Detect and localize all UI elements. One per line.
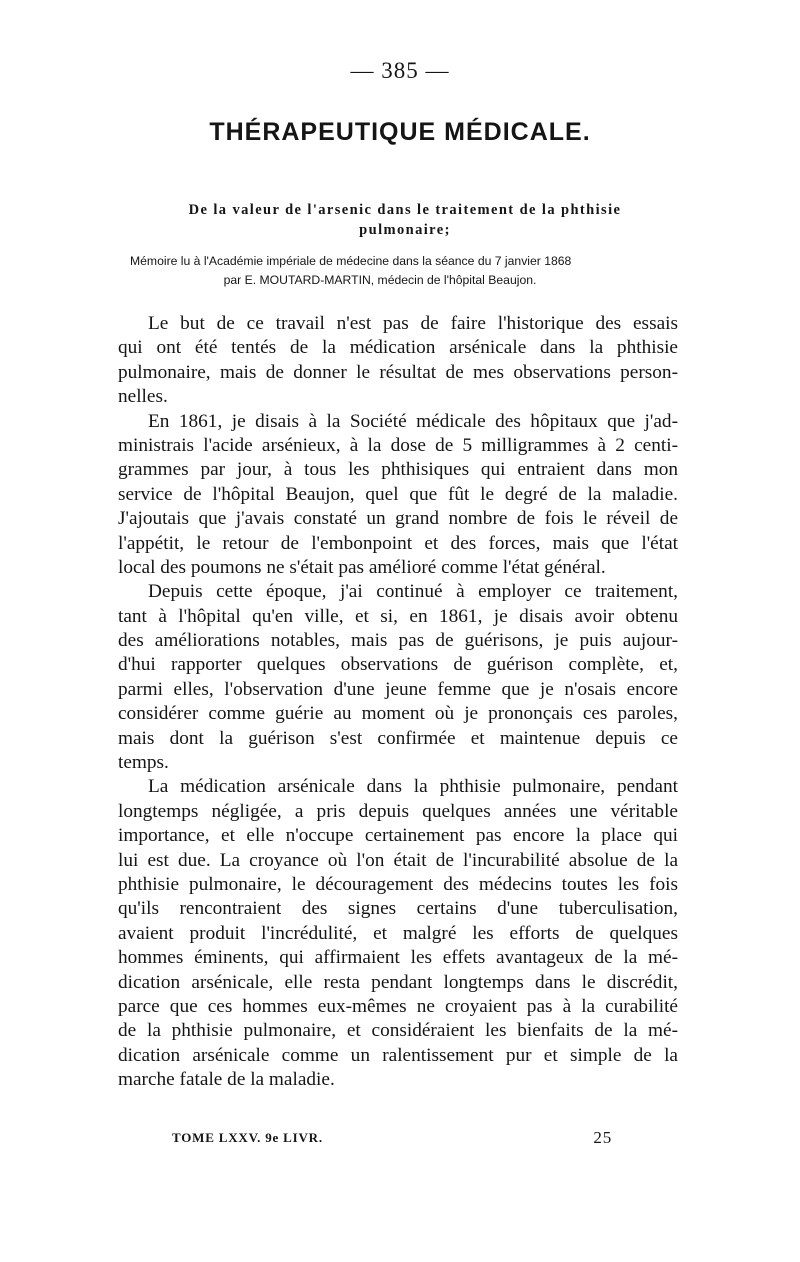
text-line: En 1861, je disais à la Société médicale des hôpitaux que j'ad- [148,410,678,432]
paragraph [118,580,678,775]
text-line: service de l'hôpital Beaujon, quel que fût le degré de la maladie. [118,483,678,505]
paragraph [118,775,678,1092]
text-line: J'ajoutais que j'avais constaté un grand nombre de fois le réveil de [118,508,678,530]
page-number: — 385 — [350,58,450,83]
text-line: l'appétit, le retour de l'embonpoint et des forces, mais que l'état [118,532,678,554]
paragraph [118,312,678,410]
text-line: Depuis cette époque, j'ai continué à employer ce traitement, [148,581,678,603]
article-title-line: pulmonaire; [359,222,451,238]
text-line: La médication arsénicale dans la phthisie pulmonaire, pendant [148,776,678,798]
text-line: local des poumons ne s'était pas amélioré comme l'état général. [118,556,606,578]
text-line: longtemps négligée, a pris depuis quelques années une véritable [118,800,678,822]
text-line: lui est due. La croyance où l'on était de l'incurabilité absolue de la [118,849,678,871]
text-line: ministrais l'acide arsénieux, à la dose de 5 milligrammes à 2 centi- [118,434,678,456]
text-line: qu'ils rencontraient des signes certains d'une tuberculisation, [118,898,678,920]
text-line: tant à l'hôpital qu'en ville, et si, en 1861, je disais avoir obtenu [118,605,678,627]
section-title: THÉRAPEUTIQUE MÉDICALE. [209,118,591,146]
text-line: parmi elles, l'observation d'une jeune femme que je n'osais encore [118,678,678,700]
text-line: marche fatale de la maladie. [118,1069,335,1091]
article-body [118,312,678,1093]
text-line: phthisie pulmonaire, le découragement des médecins toutes les fois [118,873,678,895]
volume-signature: TOME LXXV. 9e LIVR. [172,1130,323,1145]
sheet-number: 25 [593,1128,612,1147]
text-line: dication arsénicale comme un ralentissement pur et simple de la [118,1044,678,1066]
text-line: importance, et elle n'occupe certainement pas encore la place qui [118,825,678,847]
memoir-note [130,252,670,290]
text-line: hommes éminents, qui affirmaient les effets avantageux de la mé- [118,947,678,969]
text-line: temps. [118,752,169,774]
article-title-line: De la valeur de l'arsenic dans le traitement de la phthisie [188,202,622,218]
article-title [150,200,660,240]
text-line: d'hui rapporter quelques observations de guérison complète, et, [118,654,678,676]
text-line: mais dont la guérison s'est confirmée et maintenue depuis ce [118,727,678,749]
text-line: qui ont été tentés de la médication arsénicale dans la phthisie [118,337,678,359]
paragraph [118,410,678,581]
text-line: nelles. [118,386,168,408]
memoir-note-line: par E. MOUTARD-MARTIN, médecin de l'hôpital Beaujon. [223,273,537,287]
text-line: avaient produit l'incrédulité, et malgré les efforts de quelques [118,922,678,944]
text-line: pulmonaire, mais de donner le résultat de mes observations person- [118,361,678,383]
memoir-note-line: Mémoire lu à l'Académie impériale de médecine dans la séance du 7 janvier 1868 [130,254,572,268]
text-line: de la phthisie pulmonaire, et considéraient les bienfaits de la mé- [118,1020,678,1042]
text-line: grammes par jour, à tous les phthisiques qui entraient dans mon [118,459,678,481]
text-line: parce que ces hommes eux-mêmes ne croyaient pas à la curabilité [118,995,678,1017]
text-line: des améliorations notables, mais pas de guérisons, je puis aujour- [118,630,678,652]
text-line: dication arsénicale, elle resta pendant longtemps dans le discrédit, [118,971,678,993]
text-line: Le but de ce travail n'est pas de faire l'historique des essais [148,313,678,334]
text-line: considérer comme guérie au moment où je prononçais ces paroles, [118,703,678,725]
